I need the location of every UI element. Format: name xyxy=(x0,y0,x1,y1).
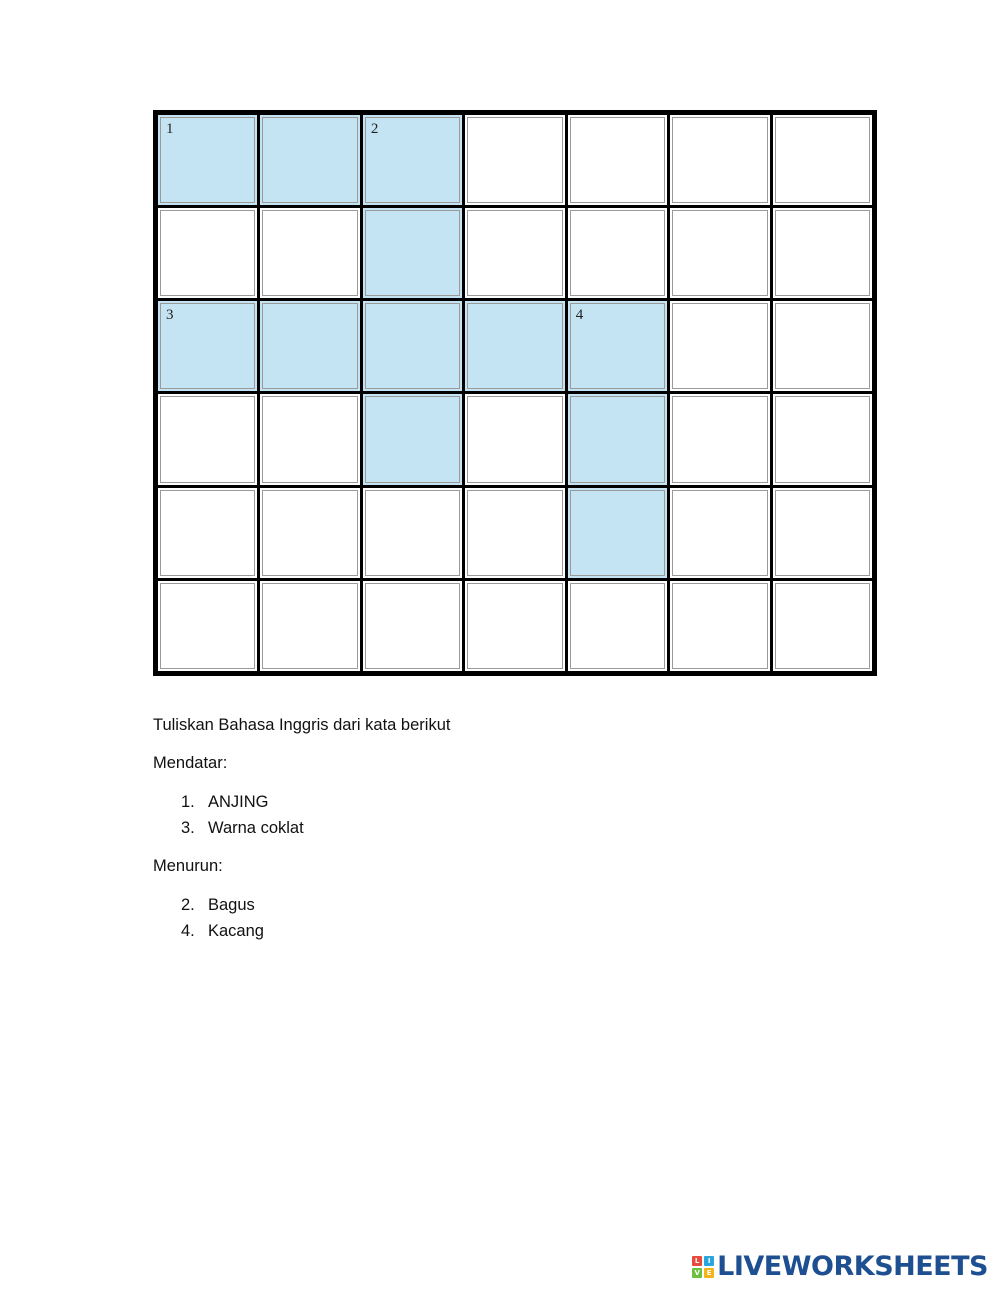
empty-cell xyxy=(465,115,564,205)
across-clue-list xyxy=(181,789,304,841)
answer-cell[interactable] xyxy=(465,301,564,391)
across-heading: Mendatar: xyxy=(153,754,228,772)
clue-text: ANJING xyxy=(208,793,269,811)
answer-cell[interactable] xyxy=(568,394,667,484)
clue-text: Kacang xyxy=(208,922,264,940)
empty-cell xyxy=(773,208,872,298)
answer-cell[interactable] xyxy=(363,208,462,298)
empty-cell xyxy=(158,394,257,484)
clue-number: 2. xyxy=(181,896,195,914)
clue-number-label: 2 xyxy=(370,121,379,137)
clue-number: 4. xyxy=(181,922,195,940)
down-heading: Menurun: xyxy=(153,857,223,875)
clue-text: Bagus xyxy=(208,896,255,914)
liveworksheets-logo-icon xyxy=(692,1256,714,1278)
answer-cell[interactable] xyxy=(568,488,667,578)
empty-cell xyxy=(773,301,872,391)
crossword-cells xyxy=(158,115,872,671)
liveworksheets-brand xyxy=(692,1251,988,1282)
logo-letter: E xyxy=(704,1268,714,1278)
clue-item xyxy=(181,815,304,841)
clue-number: 3. xyxy=(181,819,195,837)
empty-cell xyxy=(670,488,769,578)
empty-cell xyxy=(670,301,769,391)
empty-cell xyxy=(773,394,872,484)
logo-letter: L xyxy=(692,1256,702,1266)
answer-cell[interactable] xyxy=(363,115,462,205)
answer-cell[interactable] xyxy=(260,115,359,205)
logo-letter: V xyxy=(692,1268,702,1278)
empty-cell xyxy=(670,581,769,671)
crossword-grid xyxy=(153,110,877,676)
empty-cell xyxy=(773,581,872,671)
empty-cell xyxy=(568,115,667,205)
answer-cell[interactable] xyxy=(260,301,359,391)
empty-cell xyxy=(465,208,564,298)
answer-cell[interactable] xyxy=(363,301,462,391)
clue-number-label: 1 xyxy=(166,121,174,137)
down-clue-list xyxy=(181,892,264,944)
clue-item xyxy=(181,918,264,944)
empty-cell xyxy=(363,488,462,578)
empty-cell xyxy=(260,581,359,671)
empty-cell xyxy=(158,208,257,298)
empty-cell xyxy=(260,208,359,298)
empty-cell xyxy=(158,581,257,671)
clue-number-label: 3 xyxy=(166,307,174,324)
clue-item xyxy=(181,789,304,815)
logo-letter: I xyxy=(704,1256,714,1266)
answer-cell[interactable] xyxy=(363,394,462,484)
empty-cell xyxy=(773,488,872,578)
answer-cell[interactable] xyxy=(158,301,257,391)
brand-name: LIVEWORKSHEETS xyxy=(717,1251,988,1282)
empty-cell xyxy=(465,581,564,671)
answer-cell[interactable] xyxy=(158,115,257,205)
empty-cell xyxy=(363,581,462,671)
instructions-text: Tuliskan Bahasa Inggris dari kata berikut xyxy=(153,716,451,734)
clue-number-label: 4 xyxy=(575,307,584,324)
empty-cell xyxy=(568,581,667,671)
answer-cell[interactable] xyxy=(568,301,667,391)
empty-cell xyxy=(260,488,359,578)
empty-cell xyxy=(465,394,564,484)
empty-cell xyxy=(670,115,769,205)
empty-cell xyxy=(773,115,872,205)
empty-cell xyxy=(260,394,359,484)
empty-cell xyxy=(670,394,769,484)
empty-cell xyxy=(465,488,564,578)
clue-number: 1. xyxy=(181,793,195,811)
clue-item xyxy=(181,892,264,918)
empty-cell xyxy=(670,208,769,298)
empty-cell xyxy=(568,208,667,298)
clue-text: Warna coklat xyxy=(208,819,304,837)
empty-cell xyxy=(158,488,257,578)
